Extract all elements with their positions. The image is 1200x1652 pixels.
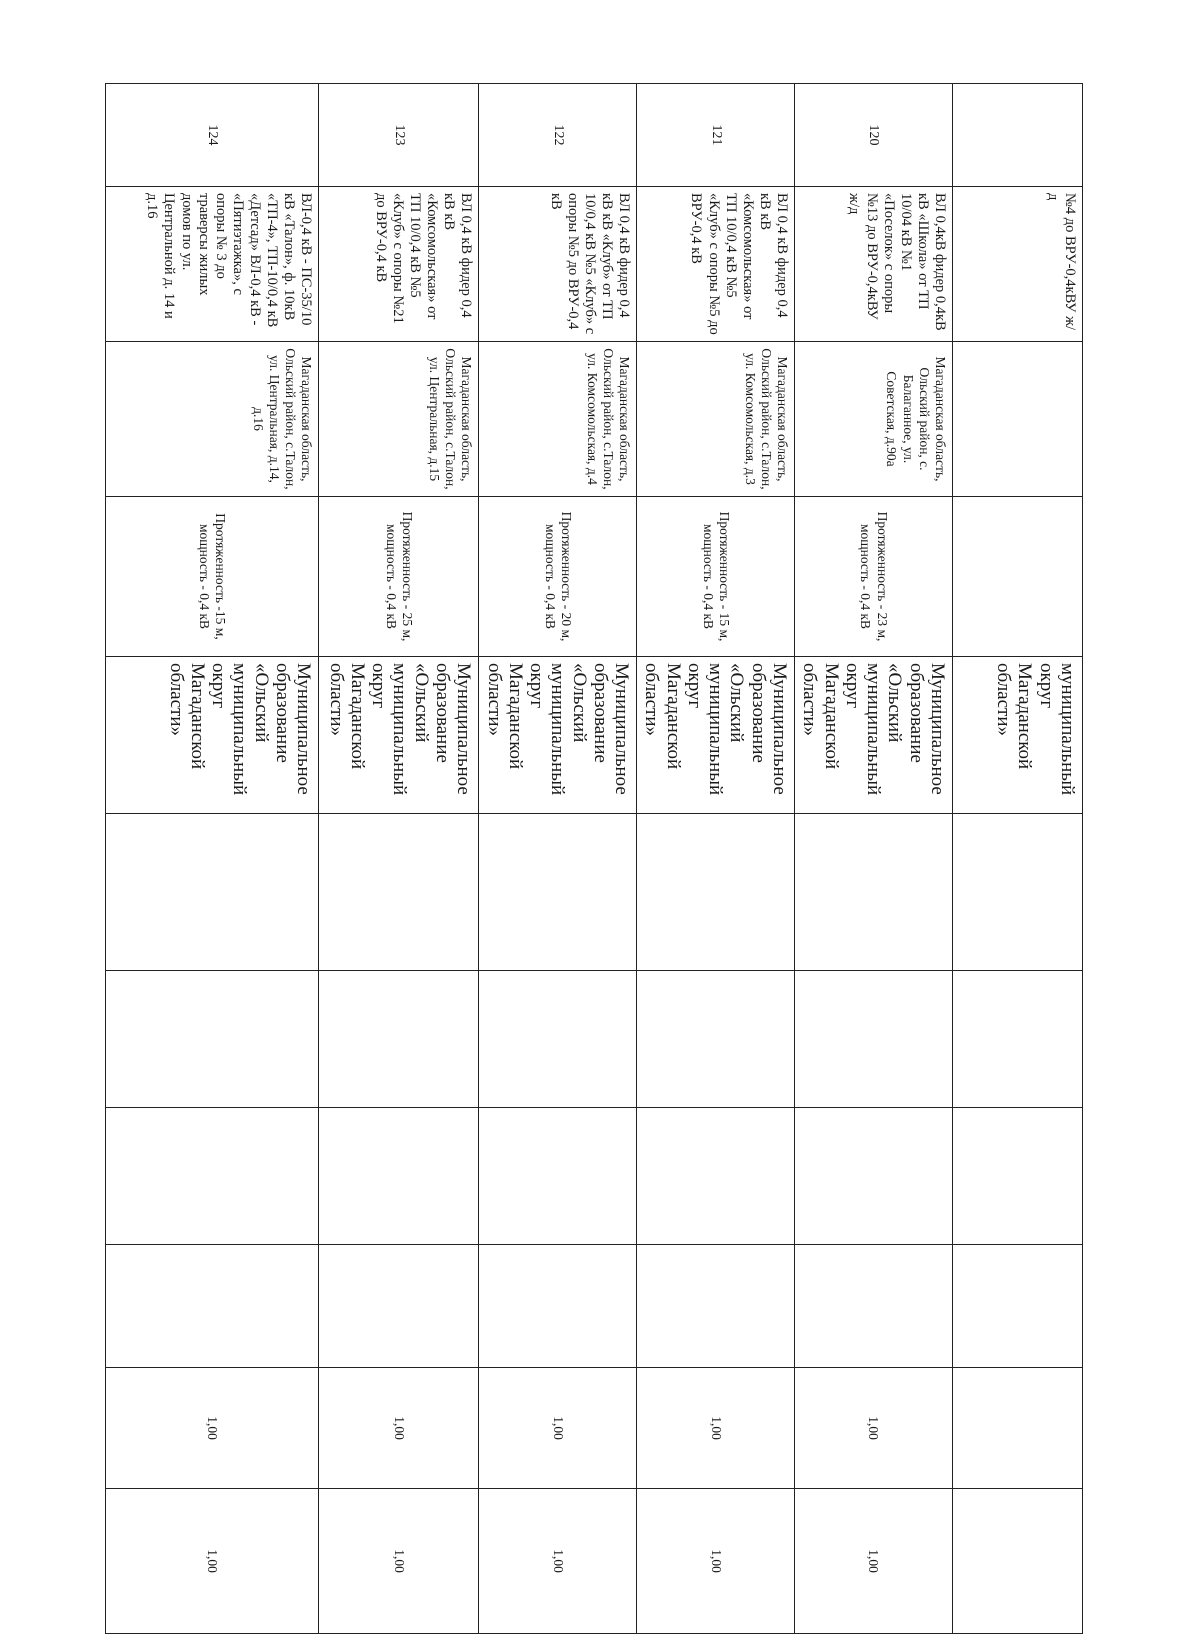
cell-value-2 — [953, 1489, 1083, 1634]
row-number: 122 — [479, 84, 637, 187]
row-number: 123 — [319, 84, 479, 187]
value-2: 1,00 — [795, 1489, 953, 1634]
object-owner: Муниципальное образование «Ольский муниципальный округ Магаданской области» — [106, 657, 319, 814]
table-row — [319, 84, 479, 1634]
table-row — [479, 84, 637, 1634]
cell-empty — [106, 1108, 319, 1245]
object-name: ВЛ 0,4 кВ фидер 0,4 кВ кВ «Комсомольская» от ТП 10/0,4 кВ №5 «Клуб» с опоры №5 до ВРУ-0,4 кВ — [637, 187, 795, 342]
cell-empty — [106, 971, 319, 1108]
object-owner: Муниципальное образование «Ольский муниципальный округ Магаданской области» — [319, 657, 479, 814]
table-row — [106, 84, 319, 1634]
value-2: 1,00 — [637, 1489, 795, 1634]
value-2: 1,00 — [479, 1489, 637, 1634]
rotated-table-page — [108, 83, 1083, 1633]
value-2: 1,00 — [319, 1489, 479, 1634]
row-number: 124 — [106, 84, 319, 187]
cell-empty — [106, 814, 319, 971]
value-1: 1,00 — [106, 1368, 319, 1489]
cell-empty — [795, 1108, 953, 1245]
object-name: ВЛ 0,4 кВ фидер 0,4 кВ кВ «Комсомольская» от ТП 10/0,4 кВ №5 «Клуб» с опоры №21 до ВРУ-0,4 кВ — [319, 187, 479, 342]
object-address: Магаданская область, Ольский район, с.Талон, ул. Комсомольская, д.4 — [479, 342, 637, 497]
cell-empty — [479, 971, 637, 1108]
value-1: 1,00 — [637, 1368, 795, 1489]
object-name: ВЛ 0,4кВ фидер 0,4кВ кВ «Школа» от ТП 10/04 кВ №1 «Поселок» с опоры №13 до ВРУ-0,4кВУ ж/д — [795, 187, 953, 342]
cell-empty — [479, 1108, 637, 1245]
row-number: 120 — [795, 84, 953, 187]
cell-empty — [637, 1245, 795, 1368]
value-1: 1,00 — [319, 1368, 479, 1489]
table-row — [795, 84, 953, 1634]
object-characteristics: Протяженность - 23 м, мощность - 0,4 кВ — [795, 497, 953, 657]
cell-empty — [637, 1108, 795, 1245]
cell-empty — [479, 1245, 637, 1368]
cell-empty — [795, 1245, 953, 1368]
table-row-continuation — [953, 84, 1083, 1634]
object-characteristics: Протяженность -15 м, мощность - 0,4 кВ — [106, 497, 319, 657]
object-address: Магаданская область, Ольский район, с.Талон, ул. Центральная, д.15 — [319, 342, 479, 497]
cell-empty — [953, 971, 1083, 1108]
cell-characteristics — [953, 497, 1083, 657]
table-row — [637, 84, 795, 1634]
cell-empty — [106, 1245, 319, 1368]
cell-empty — [953, 814, 1083, 971]
object-name: ВЛ-0,4 кВ - ПС-35/10 кВ «Талон», ф. 10кВ «ТП-4», ТП-10/0,4 кВ «Детсад» ВЛ-0,4 кВ - «Пятиэтажка», с опоры № 3 до траверсы жилых домов по ул. Центральной д. 14 и д.16 — [106, 187, 319, 342]
object-name: ВЛ 0,4 кВ фидер 0,4 кВ кВ «Клуб» от ТП 10/0,4 кВ №5 «Клуб» с опоры №5 до ВРУ-0,4 кВ — [479, 187, 637, 342]
value-1: 1,00 — [479, 1368, 637, 1489]
cell-empty — [479, 814, 637, 971]
cell-empty — [319, 814, 479, 971]
cell-address — [953, 342, 1083, 497]
object-address: Магаданская область, Ольский район, с.Талон, ул. Центральная, д.14, д.16 — [106, 342, 319, 497]
object-address: Магаданская область, Ольский район, с. Балаганное, ул. Советская, д.90а — [795, 342, 953, 497]
cell-owner: муниципальный округ Магаданской области» — [953, 657, 1083, 814]
cell-num — [953, 84, 1083, 187]
object-owner: Муниципальное образование «Ольский муниципальный округ Магаданской области» — [795, 657, 953, 814]
cell-object-name: №4 до ВРУ-0,4кВУ ж/д — [953, 187, 1083, 342]
object-characteristics: Протяженность - 20 м, мощность - 0,4 кВ — [479, 497, 637, 657]
object-address: Магаданская область, Ольский район, с.Талон, ул. Комсомольская, д.3 — [637, 342, 795, 497]
cell-empty — [795, 814, 953, 971]
cell-value-1 — [953, 1368, 1083, 1489]
value-2: 1,00 — [106, 1489, 319, 1634]
row-number: 121 — [637, 84, 795, 187]
cell-empty — [795, 971, 953, 1108]
object-owner: Муниципальное образование «Ольский муниципальный округ Магаданской области» — [637, 657, 795, 814]
cell-empty — [319, 971, 479, 1108]
object-characteristics: Протяженность - 15 м, мощность - 0,4 кВ — [637, 497, 795, 657]
cell-empty — [319, 1108, 479, 1245]
cell-empty — [319, 1245, 479, 1368]
cell-empty — [637, 971, 795, 1108]
object-owner: Муниципальное образование «Ольский муниципальный округ Магаданской области» — [479, 657, 637, 814]
property-register-table — [105, 83, 1083, 1634]
cell-empty — [953, 1245, 1083, 1368]
object-characteristics: Протяженность - 25 м, мощность - 0,4 кВ — [319, 497, 479, 657]
value-1: 1,00 — [795, 1368, 953, 1489]
cell-empty — [953, 1108, 1083, 1245]
cell-empty — [637, 814, 795, 971]
